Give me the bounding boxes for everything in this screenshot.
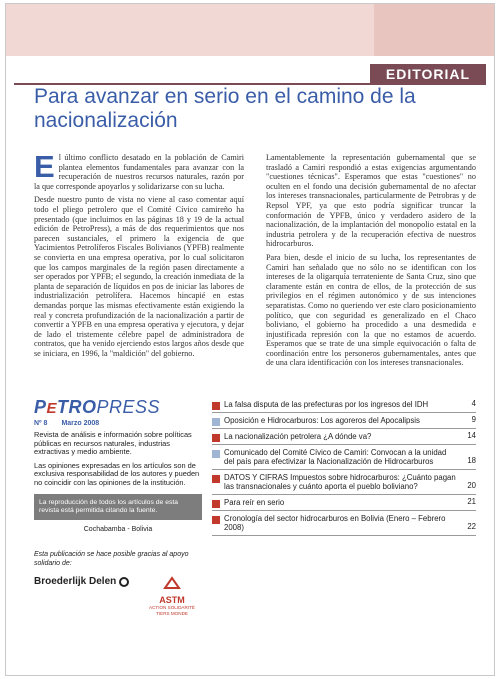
section-label: EDITORIAL <box>370 64 486 84</box>
location: Cochabamba - Bolivia <box>83 526 153 534</box>
support-note: Esta publicación se hace posible gracias al apoyo solidario de: <box>34 551 189 567</box>
toc-page: 9 <box>471 415 476 424</box>
sponsor-broederlijk-delen: Broederlijk Delen <box>34 576 129 587</box>
bullet-square-icon <box>212 402 220 410</box>
bullet-square-icon <box>212 475 220 483</box>
table-of-contents <box>212 397 476 536</box>
article-paragraph: Lamentablemente la representación gubernamental que se trasladó a Camiri respondió a estas exigencias argumentando "cuestiones técnicas". Esperamos que estas "cuestiones" no oculten en el fondo una decisión gubernamental de no afectar los intereses transnacionales, particularmente de Petrobras y de Repsol YPF, ya que esto podría significar truncar la conformación de YPFB, único y verdadero asidero de la nacionalización, de la implantación del monopolio estatal en la industria petrolera y de la recuperación efectiva de nuestros hidrocarburos. <box>266 153 476 249</box>
publication-description: Revista de análisis e información sobre políticas públicas en recursos naturales, industrias extractivas y medio ambiente. <box>34 430 192 457</box>
sponsor-astm: ASTM ACTION SOLIDARITÉ TIERS MONDE <box>142 576 202 616</box>
toc-item[interactable]: Oposición e Hidrocarburos: Los agoreros del Apocalipsis 9 <box>212 413 476 429</box>
article-body <box>34 149 476 368</box>
bullet-square-icon <box>212 418 220 426</box>
toc-item[interactable]: Cronología del sector hidrocarburos en Bolivia (Enero – Febrero 2008) 22 <box>212 511 476 536</box>
toc-page: 14 <box>467 431 476 440</box>
article-column-right <box>266 153 476 372</box>
issue-number: Nº 8 <box>34 420 48 427</box>
toc-page: 4 <box>471 399 476 408</box>
article-paragraph <box>34 149 244 191</box>
toc-page: 21 <box>467 497 476 506</box>
astm-logo-icon <box>163 576 181 590</box>
issue-date: Marzo 2008 <box>61 420 100 427</box>
toc-item[interactable]: DATOS Y CIFRAS Impuestos sobre hidrocarburos: ¿Cuánto pagan las transnacionales y cuánto aporta el pueblo boliviano? 20 <box>212 470 476 495</box>
toc-page: 20 <box>467 481 476 490</box>
header-band <box>6 4 494 56</box>
bullet-square-icon <box>212 516 220 524</box>
circle-logo-icon <box>119 577 129 587</box>
toc-item[interactable]: Comunicado del Comité Cívico de Camiri: Convocan a la unidad del país para efectivizar la Nacionalización de Hidrocarburos 18 <box>212 445 476 470</box>
article-paragraph: Desde nuestro punto de vista no viene al caso comentar aquí todo el pliego petrolero que el Comité Cívico camireño ha presentado (que incluimos en las páginas 18 y 19 de la actual edición de PetroPress), a más de dos requerimientos que nos parecen sustanciales, el primero la exigencia de que Yacimientos Petrolíferos Fiscales Bolivianos (YPFB) realmente se convierta en una empresa operativa, por lo cual solicitaron que los campos marginales de la región pasen directamente a ser operados por YPFB; el segundo, la creación inmediata de la planta de separación de líquidos en pos de iniciar las labores de industrialización petrolífera. Hacemos hincapié en estas demandas porque las mismas efectivamente están exigiendo la real y concreta profundización de la nacionalización a partir de convertir a YPFB en una empresa operativa y ejecutora, y dejar de lado el tristemente célebre papel de administradora de contratos, que ha venido ejerciendo estos largos años desde que se iniciara, en 1996, la "maldición" del gobierno. <box>34 195 244 358</box>
paragraph-text: l último conflicto desatado en la población de Camiri plantea elementos fundamentales para avanzar con la recuperación de nuestros recursos naturales, razón por la que corresponde apoyarlos y solidarizarse con su lucha. <box>34 153 244 191</box>
toc-page: 22 <box>467 522 476 531</box>
sponsor-logos <box>34 576 202 616</box>
drop-cap: E <box>34 149 55 184</box>
toc-item[interactable]: La falsa disputa de las prefecturas por los ingresos del IDH 4 <box>212 397 476 413</box>
article-paragraph: Para bien, desde el inicio de su lucha, los representantes de Camiri han señalado que no sólo no se identifican con los intereses de la oligarquía terrateniente de Santa Cruz, sino que claramente están en contra de ellos, de la protección de sus privilegios en el régimen autonómico y de sus intenciones separatistas. Como no queriendo ver este claro posicionamiento político, que con seguridad es generalizado en el Chaco boliviano, el gobierno ha procedido a una desmedida e injustificada represión con la que no estamos de acuerdo. Esperamos que se trate de una simple equivocación o falta de coordinación entre los personeros gubernamentales, antes que de una clara identificación con los intereses transnacionales. <box>266 252 476 368</box>
bullet-square-icon <box>212 434 220 442</box>
toc-item[interactable]: La nacionalización petrolera ¿A dónde va? 14 <box>212 429 476 445</box>
bullet-square-icon <box>212 500 220 508</box>
header-band-corner <box>374 4 494 56</box>
toc-page: 18 <box>467 456 476 465</box>
bullet-square-icon <box>212 450 220 458</box>
opinion-disclaimer: Las opiniones expresadas en los artículos son de exclusiva responsabilidad de los autores y pueden no coincidir con las opiniones de la institución. <box>34 460 200 487</box>
masthead <box>34 397 202 616</box>
issue-info <box>34 420 202 427</box>
article-title: Para avanzar en serio en el camino de la nacionalización <box>34 85 416 132</box>
petropress-logo: PETROPRESS <box>34 397 161 417</box>
reproduction-note: La reproducción de todos los artículos de esta revista está permitida citando la fuente. <box>34 494 202 521</box>
toc-item[interactable]: Para reír en serio 21 <box>212 495 476 511</box>
article-column-left <box>34 149 244 362</box>
